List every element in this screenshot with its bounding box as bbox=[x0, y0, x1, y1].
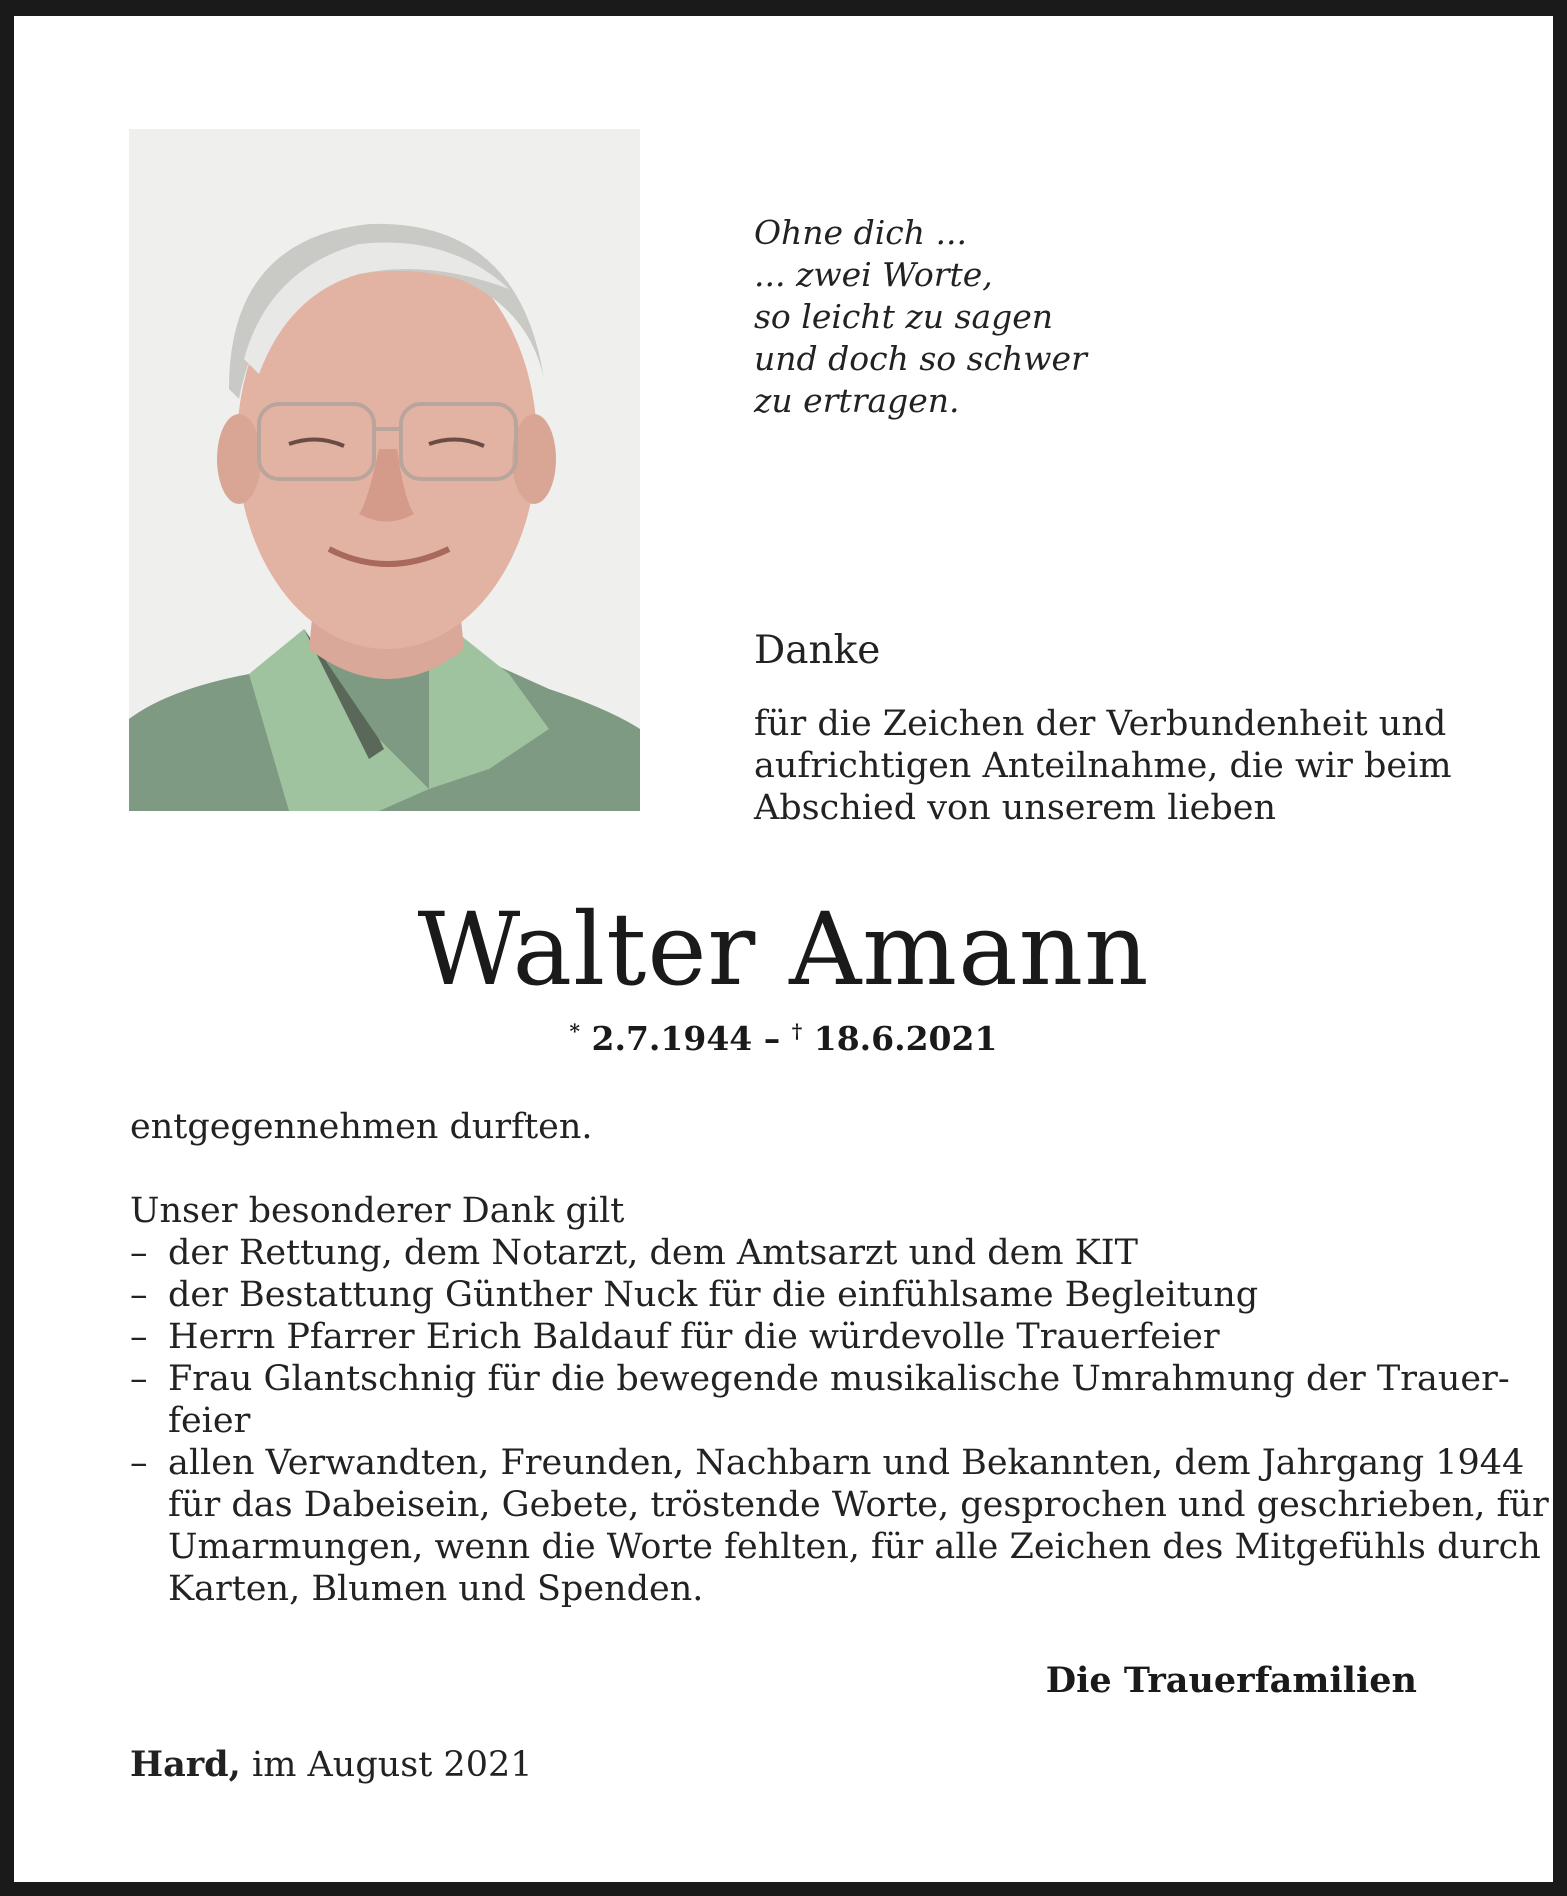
poem-line: ... zwei Worte, bbox=[754, 255, 993, 294]
portrait-image bbox=[129, 129, 640, 811]
list-bullet: – bbox=[130, 1359, 148, 1399]
list-item-line: der Bestattung Günther Nuck für die einfühlsame Begleitung bbox=[168, 1275, 1259, 1315]
life-dates bbox=[14, 1019, 1553, 1058]
list-item-line: Frau Glantschnig für die bewegende musikalische Umrahmung der Trauer- bbox=[168, 1359, 1510, 1399]
portrait-photo bbox=[129, 129, 640, 811]
list-bullet: – bbox=[130, 1443, 148, 1483]
list-item-line: für das Dabeisein, Gebete, tröstende Worte, gesprochen und geschrieben, für bbox=[168, 1485, 1549, 1525]
thanks-line: für die Zeichen der Verbundenheit und bbox=[754, 704, 1447, 744]
list-bullet: – bbox=[130, 1317, 148, 1357]
deceased-name: Walter Amann bbox=[417, 891, 1150, 1008]
poem-line: Ohne dich ... bbox=[754, 213, 967, 252]
list-item-line: feier bbox=[168, 1401, 251, 1441]
date-separator: – bbox=[763, 1019, 781, 1058]
place-date-text: im August 2021 bbox=[252, 1745, 533, 1785]
poem bbox=[754, 212, 1087, 422]
body-intro: entgegennehmen durften. bbox=[130, 1107, 593, 1147]
thanks-line: aufrichtigen Anteilnahme, die wir beim bbox=[754, 746, 1452, 786]
list-bullet: – bbox=[130, 1275, 148, 1315]
list-item-line: Karten, Blumen und Spenden. bbox=[168, 1569, 704, 1609]
list-item-line: allen Verwandten, Freunden, Nachbarn und Bekannten, dem Jahrgang 1944 bbox=[168, 1443, 1525, 1483]
thanks-list bbox=[130, 1232, 1549, 1610]
body-lead: Unser besonderer Dank gilt bbox=[130, 1191, 625, 1231]
list-item-line: Herrn Pfarrer Erich Baldauf für die würdevolle Trauerfeier bbox=[168, 1317, 1220, 1357]
list-item bbox=[130, 1316, 1450, 1358]
list-item bbox=[130, 1442, 1549, 1610]
poem-line: zu ertragen. bbox=[754, 381, 960, 420]
signature: Die Trauerfamilien bbox=[1045, 1660, 1417, 1701]
list-item bbox=[130, 1232, 1450, 1274]
thanks-line: Abschied von unserem lieben bbox=[754, 788, 1277, 828]
death-symbol: † bbox=[791, 1019, 803, 1043]
poem-line: so leicht zu sagen bbox=[754, 297, 1054, 336]
thanks-text bbox=[754, 703, 1452, 829]
birth-symbol: * bbox=[569, 1019, 581, 1043]
thanks-title: Danke bbox=[754, 628, 881, 673]
list-item-line: der Rettung, dem Notarzt, dem Amtsarzt und dem KIT bbox=[168, 1233, 1138, 1273]
list-item bbox=[130, 1358, 1510, 1442]
poem-line: und doch so schwer bbox=[754, 339, 1087, 378]
list-item bbox=[130, 1274, 1450, 1316]
death-date: 18.6.2021 bbox=[813, 1019, 998, 1058]
place-town: Hard, bbox=[130, 1744, 241, 1785]
list-bullet: – bbox=[130, 1233, 148, 1273]
place-date bbox=[130, 1744, 533, 1785]
birth-date: 2.7.1944 bbox=[591, 1019, 753, 1058]
list-item-line: Umarmungen, wenn die Worte fehlten, für alle Zeichen des Mitgefühls durch bbox=[168, 1527, 1541, 1567]
